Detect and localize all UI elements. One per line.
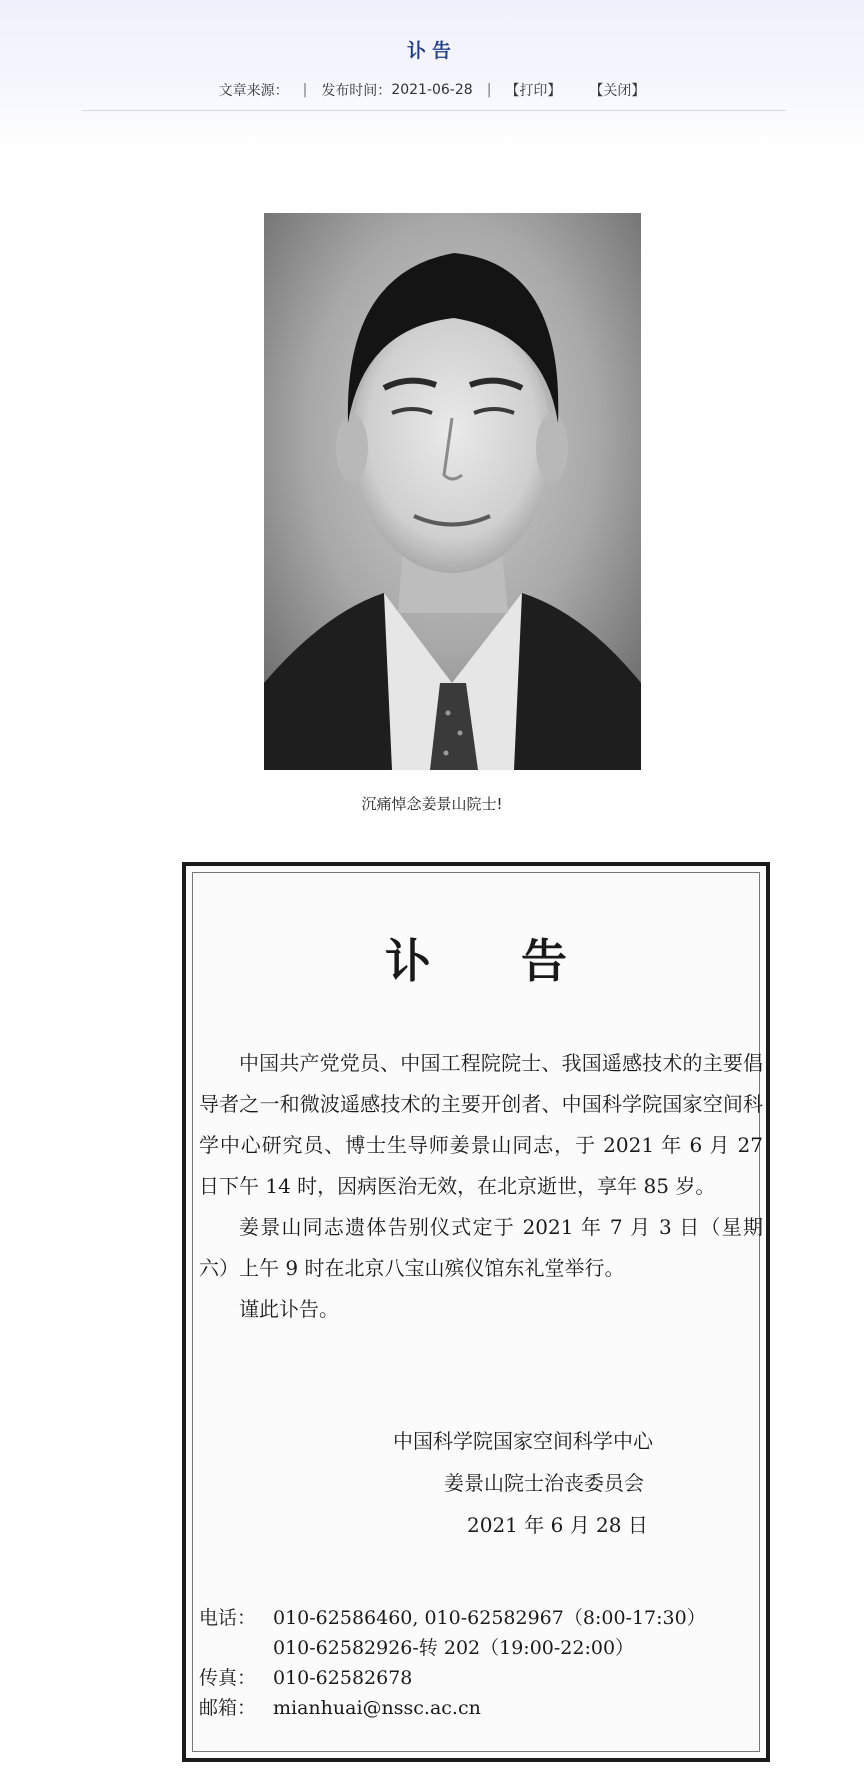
email-address: mianhuai@nssc.ac.cn [273, 1697, 481, 1719]
portrait-photo [264, 213, 641, 770]
notice-paragraph: 中国共产党党员、中国工程院院士、我国遥感技术的主要倡导者之一和微波遥感技术的主要开创者、中国科学院国家空间科学中心研究员、博士生导师姜景山同志，于 2021 年 6 月 27 日下午 14 时，因病医治无效，在北京逝世，享年 85 岁。 [199, 1051, 763, 1198]
fax-label: 传真： [199, 1667, 257, 1689]
signature-date: 2021 年 6 月 28 日 [467, 1513, 648, 1537]
notice-paragraph: 谨此讣告。 [239, 1297, 339, 1321]
photo-caption: 沉痛悼念姜景山院士! [361, 795, 503, 813]
page-title: 讣告 [406, 40, 457, 62]
header-background [0, 0, 864, 150]
notice-inner-frame [192, 872, 763, 1752]
print-link[interactable]: 【打印】 [505, 83, 562, 99]
close-link[interactable]: 【关闭】 [589, 83, 646, 99]
header-divider [82, 110, 786, 111]
contact-info [199, 1603, 769, 1723]
meta-separator: | [302, 82, 308, 98]
published-label: 发布时间： [321, 83, 392, 99]
phone-numbers: 010-62586460, 010-62582967（8:00-17:30） [273, 1607, 706, 1629]
signature-committee: 姜景山院士治丧委员会 [444, 1471, 644, 1495]
source-label: 文章来源： [218, 83, 289, 99]
notice-paragraph: 姜景山同志遗体告别仪式定于 2021 年 7 月 3 日（星期六）上午 9 时在北京八宝山殡仪馆东礼堂举行。 [199, 1215, 763, 1280]
signature-org: 中国科学院国家空间科学中心 [393, 1429, 653, 1453]
phone-label: 电话： [199, 1607, 257, 1629]
phone-numbers-evening: 010-62582926-转 202（19:00-22:00） [273, 1637, 635, 1659]
published-date: 2021-06-28 [391, 82, 473, 98]
fax-number: 010-62582678 [273, 1667, 413, 1689]
notice-body [199, 1043, 763, 1330]
obituary-notice [182, 862, 770, 1762]
article-meta [0, 80, 864, 100]
meta-separator: | [486, 82, 492, 98]
notice-heading: 讣告 [385, 934, 657, 988]
email-label: 邮箱： [199, 1697, 257, 1719]
